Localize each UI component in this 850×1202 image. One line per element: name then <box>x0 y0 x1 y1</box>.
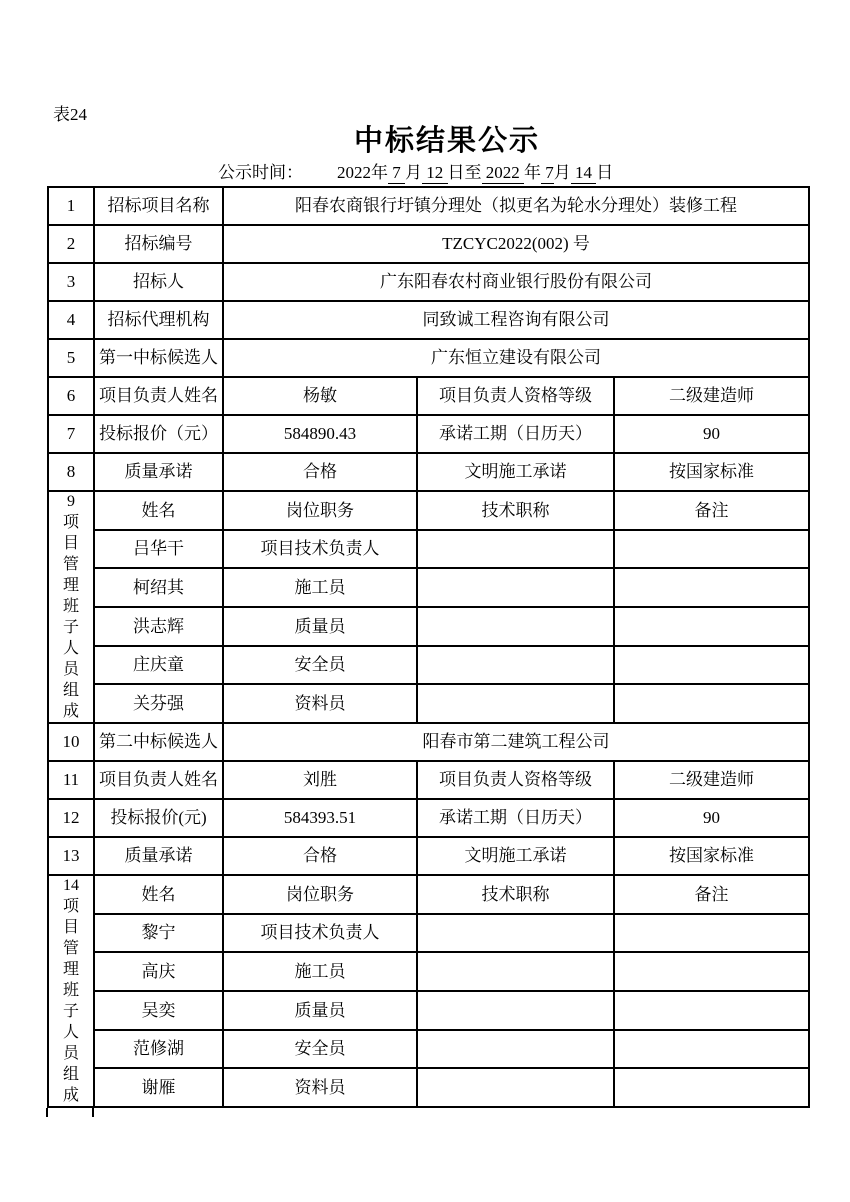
section-vertical-cell <box>48 875 94 1107</box>
section-number: 14 <box>63 877 79 894</box>
field-label-tenderer: 招标人 <box>94 263 223 301</box>
row-number: 12 <box>48 799 94 837</box>
table-row <box>48 453 809 491</box>
section-vertical-label: 项目管理班子人员组成 <box>62 514 79 720</box>
member-title-empty <box>417 568 614 607</box>
announcement-day2: 14 <box>570 163 597 182</box>
page-break-line-left <box>46 1108 48 1117</box>
member-name: 洪志辉 <box>94 607 223 646</box>
member-position: 质量员 <box>223 607 417 646</box>
announcement-year1: 2022 <box>337 163 371 182</box>
member-title-empty <box>417 1030 614 1069</box>
field-label-civilized: 文明施工承诺 <box>417 453 614 491</box>
column-header-position: 岗位职务 <box>223 875 417 914</box>
field-label-second-candidate: 第二中标候选人 <box>94 723 223 761</box>
member-remark-empty <box>614 607 809 646</box>
field-label-project-name: 招标项目名称 <box>94 187 223 225</box>
member-title-empty <box>417 991 614 1030</box>
announcement-year2-char: 年 <box>524 163 541 182</box>
row-number: 7 <box>48 415 94 453</box>
member-position: 项目技术负责人 <box>223 530 417 569</box>
result-table <box>47 186 810 1108</box>
member-position: 质量员 <box>223 991 417 1030</box>
row-number: 13 <box>48 837 94 875</box>
section-vertical-label: 项目管理班子人员组成 <box>62 898 79 1104</box>
field-value-duration-2: 90 <box>614 799 809 837</box>
field-label-manager-name-2: 项目负责人姓名 <box>94 761 223 799</box>
field-value-manager-name-2: 刘胜 <box>223 761 417 799</box>
column-header-title: 技术职称 <box>417 491 614 530</box>
row-number: 2 <box>48 225 94 263</box>
table-row <box>48 568 809 607</box>
member-name: 吕华干 <box>94 530 223 569</box>
table-row <box>48 530 809 569</box>
table-row <box>48 723 809 761</box>
field-value-agency: 同致诚工程咨询有限公司 <box>223 301 809 339</box>
announcement-period <box>218 158 613 183</box>
member-name: 谢雁 <box>94 1068 223 1107</box>
table-row <box>48 377 809 415</box>
row-number: 3 <box>48 263 94 301</box>
announcement-month2: 7 <box>541 163 554 182</box>
member-name: 范修湖 <box>94 1030 223 1069</box>
member-position: 安全员 <box>223 646 417 685</box>
table-row <box>48 225 809 263</box>
member-title-empty <box>417 646 614 685</box>
announcement-year1-char: 年 <box>371 163 388 182</box>
field-value-civilized: 按国家标准 <box>614 453 809 491</box>
member-remark-empty <box>614 568 809 607</box>
member-remark-empty <box>614 991 809 1030</box>
member-title-empty <box>417 684 614 723</box>
member-name: 吴奕 <box>94 991 223 1030</box>
field-value-second-candidate: 阳春市第二建筑工程公司 <box>223 723 809 761</box>
field-value-bid-price: 584890.43 <box>223 415 417 453</box>
table-row <box>48 799 809 837</box>
field-value-manager-name: 杨敏 <box>223 377 417 415</box>
table-row <box>48 607 809 646</box>
field-label-tender-no: 招标编号 <box>94 225 223 263</box>
result-table-wrap <box>47 186 808 1108</box>
table-row <box>48 914 809 953</box>
column-header-title: 技术职称 <box>417 875 614 914</box>
field-value-tender-no: TZCYC2022(002) 号 <box>223 225 809 263</box>
table-row <box>48 684 809 723</box>
field-value-quality: 合格 <box>223 453 417 491</box>
table-row <box>48 491 809 530</box>
announcement-year2: 2022 <box>481 163 524 182</box>
field-value-tenderer: 广东阳春农村商业银行股份有限公司 <box>223 263 809 301</box>
member-name: 黎宁 <box>94 914 223 953</box>
field-value-manager-grade: 二级建造师 <box>614 377 809 415</box>
field-label-agency: 招标代理机构 <box>94 301 223 339</box>
member-name: 柯绍其 <box>94 568 223 607</box>
field-label-manager-name: 项目负责人姓名 <box>94 377 223 415</box>
member-remark-empty <box>614 684 809 723</box>
field-value-quality-2: 合格 <box>223 837 417 875</box>
field-label-bid-price: 投标报价（元） <box>94 415 223 453</box>
field-value-bid-price-2: 584393.51 <box>223 799 417 837</box>
page-break-line-col <box>92 1108 94 1117</box>
member-title-empty <box>417 952 614 991</box>
section-vertical-cell <box>48 491 94 723</box>
announcement-month1: 7 <box>388 163 405 182</box>
row-number: 1 <box>48 187 94 225</box>
field-value-duration: 90 <box>614 415 809 453</box>
field-value-project-name: 阳春农商银行圩镇分理处（拟更名为轮水分理处）装修工程 <box>223 187 809 225</box>
announcement-period-label: 公示时间： <box>218 163 303 182</box>
column-header-remark: 备注 <box>614 491 809 530</box>
field-label-quality: 质量承诺 <box>94 453 223 491</box>
member-position: 资料员 <box>223 684 417 723</box>
row-number: 11 <box>48 761 94 799</box>
member-name: 高庆 <box>94 952 223 991</box>
field-label-manager-grade-2: 项目负责人资格等级 <box>417 761 614 799</box>
announcement-month2-char: 月 <box>553 163 571 182</box>
table-row <box>48 187 809 225</box>
member-remark-empty <box>614 530 809 569</box>
field-label-duration: 承诺工期（日历天） <box>417 415 614 453</box>
row-number: 4 <box>48 301 94 339</box>
table-row <box>48 952 809 991</box>
member-remark-empty <box>614 952 809 991</box>
row-number: 8 <box>48 453 94 491</box>
member-name: 关芬强 <box>94 684 223 723</box>
table-row <box>48 646 809 685</box>
column-header-remark: 备注 <box>614 875 809 914</box>
table-row <box>48 837 809 875</box>
form-tag: 表24 <box>53 105 87 124</box>
table-row <box>48 1068 809 1107</box>
field-value-first-candidate: 广东恒立建设有限公司 <box>223 339 809 377</box>
field-label-manager-grade: 项目负责人资格等级 <box>417 377 614 415</box>
member-title-empty <box>417 530 614 569</box>
table-row <box>48 415 809 453</box>
member-remark-empty <box>614 1030 809 1069</box>
column-header-position: 岗位职务 <box>223 491 417 530</box>
member-title-empty <box>417 914 614 953</box>
announcement-day1: 12 <box>422 163 448 182</box>
member-remark-empty <box>614 914 809 953</box>
member-position: 安全员 <box>223 1030 417 1069</box>
member-remark-empty <box>614 646 809 685</box>
table-row <box>48 263 809 301</box>
row-number: 5 <box>48 339 94 377</box>
field-label-quality-2: 质量承诺 <box>94 837 223 875</box>
member-position: 资料员 <box>223 1068 417 1107</box>
announcement-month1-char: 月 <box>405 163 422 182</box>
row-number: 6 <box>48 377 94 415</box>
field-label-civilized-2: 文明施工承诺 <box>417 837 614 875</box>
table-row <box>48 301 809 339</box>
field-value-manager-grade-2: 二级建造师 <box>614 761 809 799</box>
member-position: 项目技术负责人 <box>223 914 417 953</box>
column-header-name: 姓名 <box>94 875 223 914</box>
table-row <box>48 339 809 377</box>
member-title-empty <box>417 1068 614 1107</box>
table-row <box>48 761 809 799</box>
table-row <box>48 1030 809 1069</box>
page-title: 中标结果公示 <box>353 125 540 157</box>
row-number: 10 <box>48 723 94 761</box>
announcement-day-to: 日至 <box>447 163 482 182</box>
member-remark-empty <box>614 1068 809 1107</box>
field-label-bid-price-2: 投标报价(元) <box>94 799 223 837</box>
member-position: 施工员 <box>223 952 417 991</box>
table-row <box>48 991 809 1030</box>
member-position: 施工员 <box>223 568 417 607</box>
member-name: 庄庆童 <box>94 646 223 685</box>
section-number: 9 <box>67 493 75 510</box>
field-value-civilized-2: 按国家标准 <box>614 837 809 875</box>
table-row <box>48 875 809 914</box>
field-label-duration-2: 承诺工期（日历天） <box>417 799 614 837</box>
field-label-first-candidate: 第一中标候选人 <box>94 339 223 377</box>
column-header-name: 姓名 <box>94 491 223 530</box>
announcement-day2-char: 日 <box>596 163 614 182</box>
member-title-empty <box>417 607 614 646</box>
